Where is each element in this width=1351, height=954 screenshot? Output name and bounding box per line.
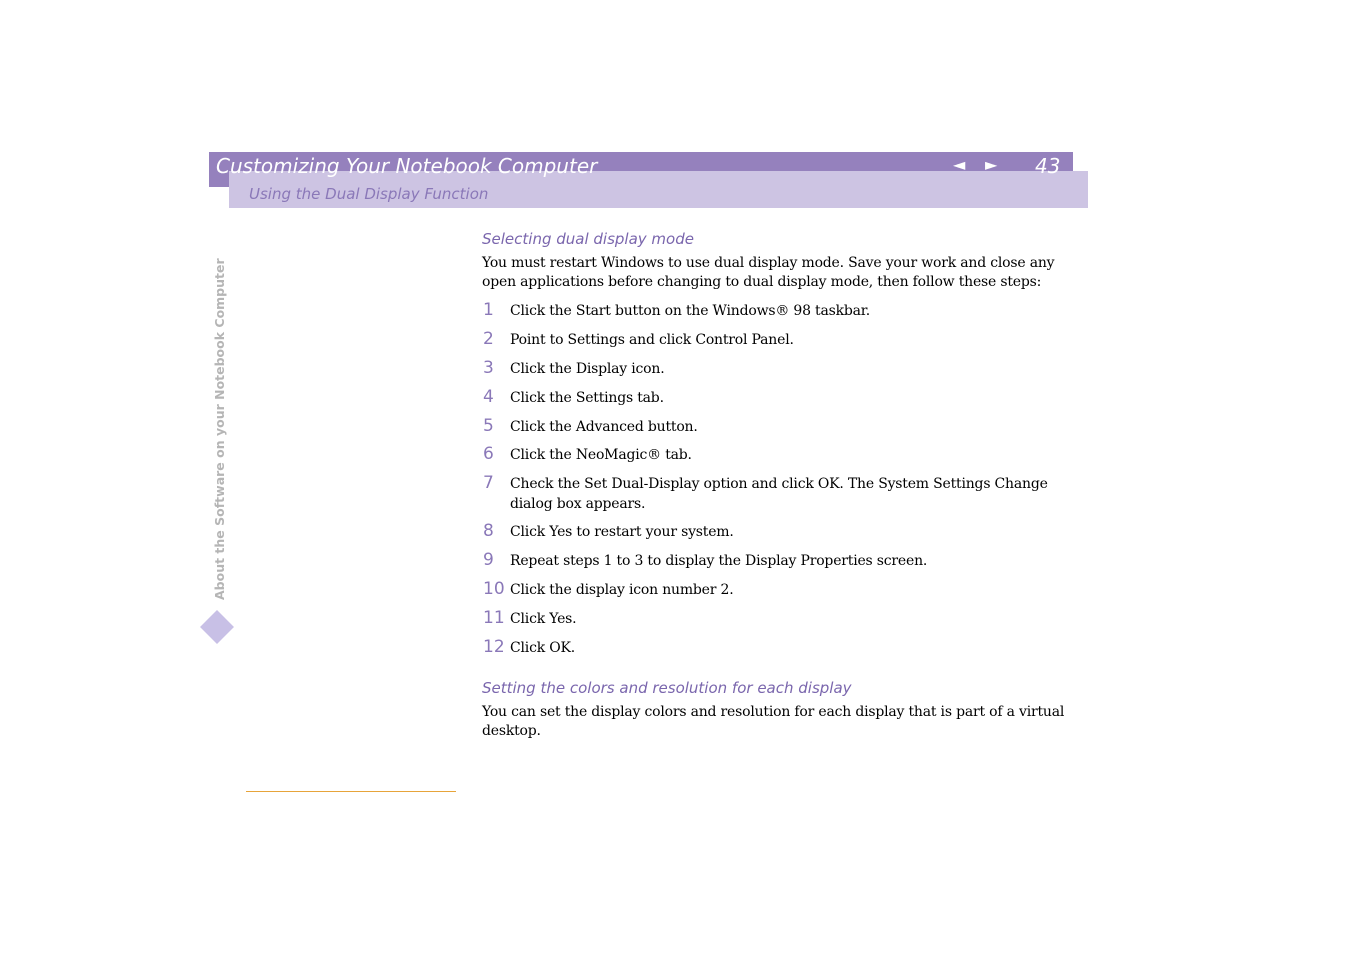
section-subtitle: Using the Dual Display Function — [249, 185, 489, 203]
step-number: 9 — [483, 550, 494, 570]
step-text: Click the NeoMagic® tab. — [510, 447, 692, 463]
step-text: Repeat steps 1 to 3 to display the Display Properties screen. — [510, 553, 928, 569]
section-heading-colors-resolution: Setting the colors and resolution for each display — [482, 679, 852, 697]
step-text: Click the Start button on the Windows® 98 taskbar. — [510, 303, 871, 319]
step-number: 10 — [483, 579, 505, 599]
footnote-divider — [246, 791, 456, 792]
page-title: Customizing Your Notebook Computer — [216, 154, 598, 178]
step-text: Click the Display icon. — [510, 361, 665, 377]
section-heading-selecting-dual-display: Selecting dual display mode — [482, 230, 694, 248]
step-text: Click OK. — [510, 640, 576, 656]
next-page-arrow-icon[interactable]: ► — [985, 155, 998, 174]
step-number: 3 — [483, 358, 494, 378]
step-number: 11 — [483, 608, 505, 628]
step-text: Click the display icon number 2. — [510, 582, 734, 598]
step-number: 7 — [483, 473, 494, 493]
step-number: 4 — [483, 387, 494, 407]
step-number: 1 — [483, 300, 494, 320]
diamond-icon — [200, 610, 234, 644]
page-number: 43 — [1035, 154, 1061, 178]
colors-paragraph: You can set the display colors and resolution for each display that is part of a virtual desktop. — [482, 704, 1065, 739]
step-text: Click Yes. — [510, 611, 577, 627]
step-text: Point to Settings and click Control Panel. — [510, 332, 794, 348]
step-number: 12 — [483, 637, 505, 657]
step-text: Click Yes to restart your system. — [510, 524, 734, 540]
step-number: 5 — [483, 416, 494, 436]
intro-paragraph: You must restart Windows to use dual display mode. Save your work and close any open applications before changing to dual display mode, then follow these steps: — [482, 255, 1055, 290]
step-text: Click the Settings tab. — [510, 390, 664, 406]
step-number: 6 — [483, 444, 494, 464]
previous-page-arrow-icon[interactable]: ◄ — [953, 155, 966, 174]
step-text: Click the Advanced button. — [510, 419, 698, 435]
step-number: 8 — [483, 521, 494, 541]
step-text: Check the Set Dual-Display option and click OK. The System Settings Change dialog box appears. — [510, 476, 1048, 512]
step-number: 2 — [483, 329, 494, 349]
vertical-chapter-label: About the Software on your Notebook Computer — [212, 258, 227, 600]
